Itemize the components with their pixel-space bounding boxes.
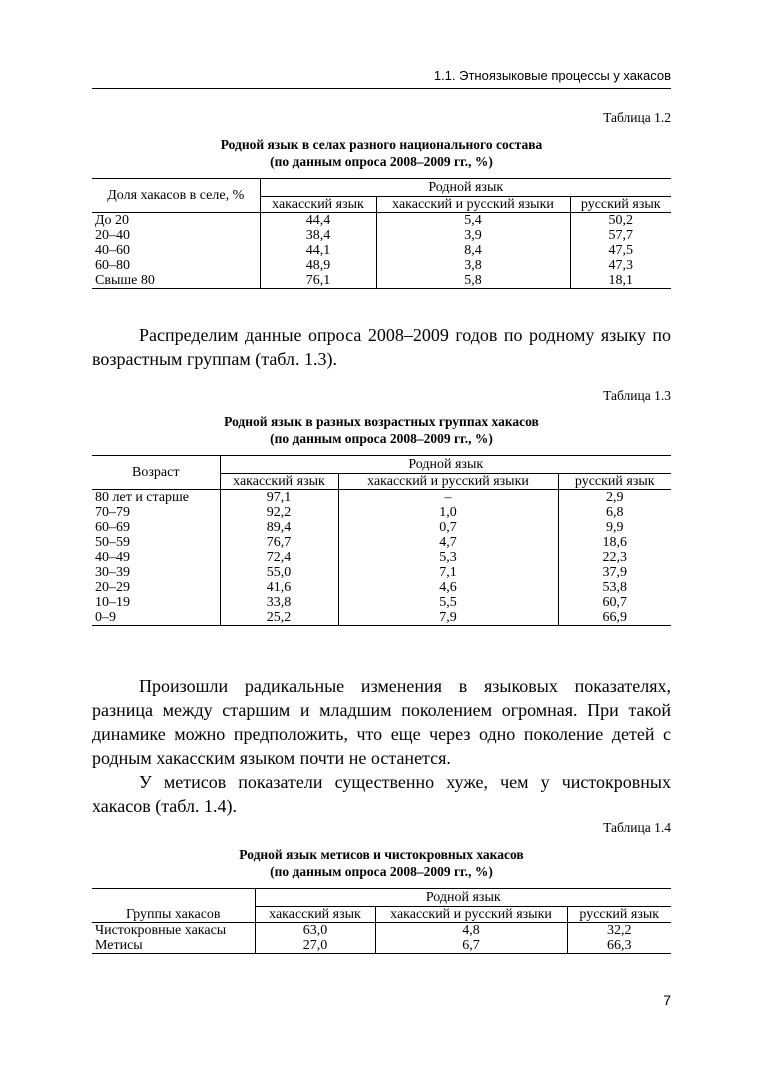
row-label-cell: 60–69 bbox=[92, 520, 220, 535]
value-cell: 22,3 bbox=[558, 550, 671, 565]
value-cell: 25,2 bbox=[220, 610, 338, 626]
value-cell: 6,7 bbox=[375, 938, 567, 954]
table-row bbox=[92, 258, 671, 273]
table-title-line: (по данным опроса 2008–2009 гг., %) bbox=[270, 431, 493, 446]
value-cell: 4,6 bbox=[338, 580, 558, 595]
group-header: Родной язык bbox=[220, 456, 671, 474]
value-cell: 1,0 bbox=[338, 505, 558, 520]
table-title-line: Родной язык метисов и чистокровных хакасов bbox=[239, 847, 524, 862]
row-label-cell: 20–29 bbox=[92, 580, 220, 595]
column-header: хакасский язык bbox=[260, 197, 376, 213]
table-row bbox=[92, 565, 671, 580]
table-row bbox=[92, 580, 671, 595]
value-cell: 7,1 bbox=[338, 565, 558, 580]
table-row bbox=[92, 490, 671, 506]
table-row bbox=[92, 273, 671, 289]
table-row bbox=[92, 535, 671, 550]
value-cell: 55,0 bbox=[220, 565, 338, 580]
value-cell: 3,8 bbox=[376, 258, 570, 273]
table-title-line: (по данным опроса 2008–2009 гг., %) bbox=[270, 154, 493, 169]
value-cell: 27,0 bbox=[255, 938, 375, 954]
row-header: Возраст bbox=[92, 456, 220, 490]
value-cell: 3,9 bbox=[376, 228, 570, 243]
value-cell: 89,4 bbox=[220, 520, 338, 535]
value-cell: 44,4 bbox=[260, 213, 376, 229]
value-cell: 66,3 bbox=[567, 938, 671, 954]
value-cell: 5,4 bbox=[376, 213, 570, 229]
paragraph: У метисов показатели существенно хуже, чем у чистокровных хакасов (табл. 1.4). bbox=[92, 772, 671, 816]
value-cell: 50,2 bbox=[570, 213, 671, 229]
value-cell: 37,9 bbox=[558, 565, 671, 580]
table-1-3-label: Таблица 1.3 bbox=[603, 388, 671, 403]
column-header: русский язык bbox=[558, 474, 671, 490]
table-1-3 bbox=[92, 455, 671, 626]
table-row bbox=[92, 213, 671, 229]
table-row bbox=[92, 550, 671, 565]
column-header: хакасский и русский языки bbox=[376, 197, 570, 213]
value-cell: – bbox=[338, 490, 558, 506]
group-header: Родной язык bbox=[255, 889, 671, 907]
value-cell: 2,9 bbox=[558, 490, 671, 506]
table-1-4 bbox=[92, 888, 671, 954]
row-label-cell: Свыше 80 bbox=[92, 273, 260, 289]
table-row bbox=[92, 595, 671, 610]
value-cell: 41,6 bbox=[220, 580, 338, 595]
table-title-line: Родной язык в разных возрастных группах хакасов bbox=[224, 414, 539, 429]
value-cell: 76,7 bbox=[220, 535, 338, 550]
row-label-cell: 20–40 bbox=[92, 228, 260, 243]
running-header: 1.1. Этноязыковые процессы у хакасов bbox=[92, 68, 671, 89]
value-cell: 9,9 bbox=[558, 520, 671, 535]
table-body bbox=[92, 923, 671, 954]
table-row bbox=[92, 923, 671, 939]
value-cell: 38,4 bbox=[260, 228, 376, 243]
table-1-2-title bbox=[92, 136, 671, 170]
row-label-cell: 70–79 bbox=[92, 505, 220, 520]
table-body bbox=[92, 490, 671, 626]
value-cell: 7,9 bbox=[338, 610, 558, 626]
table-row bbox=[92, 520, 671, 535]
value-cell: 0,7 bbox=[338, 520, 558, 535]
value-cell: 32,2 bbox=[567, 923, 671, 939]
value-cell: 4,7 bbox=[338, 535, 558, 550]
value-cell: 57,7 bbox=[570, 228, 671, 243]
column-header: хакасский и русский языки bbox=[375, 907, 567, 923]
value-cell: 97,1 bbox=[220, 490, 338, 506]
column-header: хакасский язык bbox=[220, 474, 338, 490]
value-cell: 53,8 bbox=[558, 580, 671, 595]
table-row bbox=[92, 938, 671, 954]
value-cell: 76,1 bbox=[260, 273, 376, 289]
row-label-cell: 50–59 bbox=[92, 535, 220, 550]
value-cell: 47,5 bbox=[570, 243, 671, 258]
column-header: русский язык bbox=[570, 197, 671, 213]
row-label-cell: 60–80 bbox=[92, 258, 260, 273]
value-cell: 4,8 bbox=[375, 923, 567, 939]
row-label-cell: 40–60 bbox=[92, 243, 260, 258]
row-label-cell: Чистокровные хакасы bbox=[92, 923, 255, 939]
value-cell: 92,2 bbox=[220, 505, 338, 520]
paragraph: Распределим данные опроса 2008–2009 годов по родному языку по возрастным группам (табл. 1.3). bbox=[92, 325, 671, 369]
table-1-2 bbox=[92, 178, 671, 289]
value-cell: 63,0 bbox=[255, 923, 375, 939]
value-cell: 33,8 bbox=[220, 595, 338, 610]
table-row bbox=[92, 243, 671, 258]
paragraph: Произошли радикальные изменения в языковых показателях, разница между старшим и младшим поколением огромная. При такой динамике можно предположить, что еще через одно поколение детей с родным хакасским языком почти не останется. bbox=[92, 676, 671, 768]
value-cell: 47,3 bbox=[570, 258, 671, 273]
table-1-4-title bbox=[92, 846, 671, 880]
column-header: русский язык bbox=[567, 907, 671, 923]
value-cell: 6,8 bbox=[558, 505, 671, 520]
row-label-cell: 10–19 bbox=[92, 595, 220, 610]
value-cell: 5,8 bbox=[376, 273, 570, 289]
value-cell: 18,6 bbox=[558, 535, 671, 550]
group-header: Родной язык bbox=[260, 179, 671, 197]
row-label-cell: До 20 bbox=[92, 213, 260, 229]
table-1-2-label: Таблица 1.2 bbox=[603, 110, 671, 125]
row-label-cell: 80 лет и старше bbox=[92, 490, 220, 506]
row-header: Группы хакасов bbox=[92, 889, 255, 923]
row-header: Доля хакасов в селе, % bbox=[92, 179, 260, 213]
table-1-4-label: Таблица 1.4 bbox=[603, 820, 671, 835]
value-cell: 66,9 bbox=[558, 610, 671, 626]
table-row bbox=[92, 228, 671, 243]
table-row bbox=[92, 505, 671, 520]
table-row bbox=[92, 610, 671, 626]
value-cell: 48,9 bbox=[260, 258, 376, 273]
table-title-line: (по данным опроса 2008–2009 гг., %) bbox=[270, 864, 493, 879]
value-cell: 44,1 bbox=[260, 243, 376, 258]
row-label-cell: 40–49 bbox=[92, 550, 220, 565]
row-label-cell: 30–39 bbox=[92, 565, 220, 580]
value-cell: 60,7 bbox=[558, 595, 671, 610]
page-number: 7 bbox=[663, 992, 671, 1008]
row-label-cell: Метисы bbox=[92, 938, 255, 954]
table-body bbox=[92, 213, 671, 289]
value-cell: 18,1 bbox=[570, 273, 671, 289]
column-header: хакасский и русский языки bbox=[338, 474, 558, 490]
value-cell: 5,3 bbox=[338, 550, 558, 565]
table-title-line: Родной язык в селах разного национального состава bbox=[220, 137, 543, 152]
value-cell: 5,5 bbox=[338, 595, 558, 610]
value-cell: 72,4 bbox=[220, 550, 338, 565]
row-label-cell: 0–9 bbox=[92, 610, 220, 626]
column-header: хакасский язык bbox=[255, 907, 375, 923]
value-cell: 8,4 bbox=[376, 243, 570, 258]
table-1-3-title bbox=[92, 413, 671, 447]
